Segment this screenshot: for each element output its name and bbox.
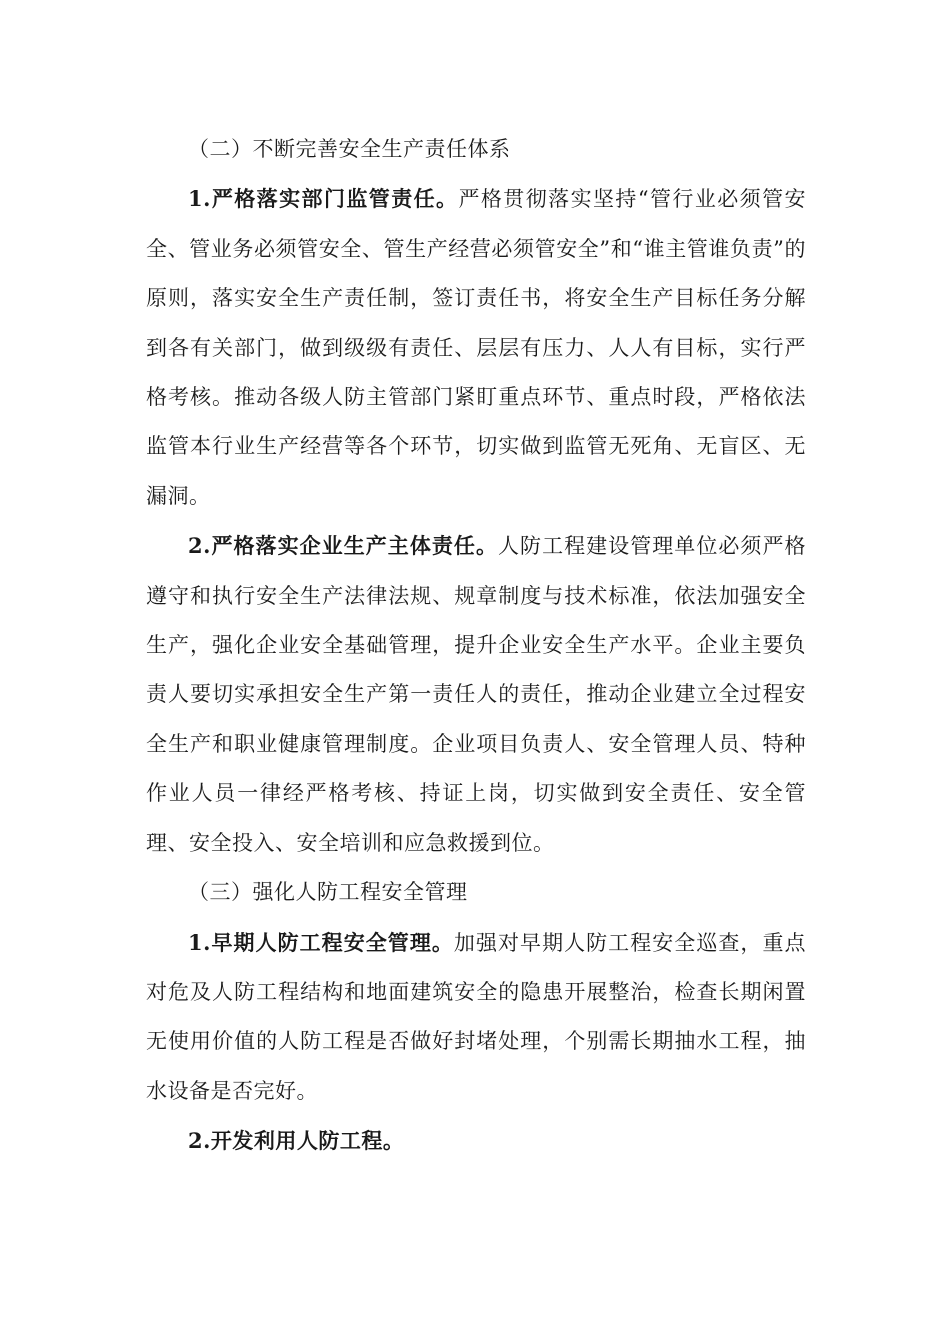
paragraph-2-2 (146, 521, 806, 868)
section-heading-3: （三）强化人防工程安全管理 (188, 880, 468, 905)
paragraph-lead: 2.严格落实企业生产主体责任。 (188, 533, 498, 559)
paragraph-lead: 1.早期人防工程安全管理。 (188, 929, 454, 955)
paragraph-2-1 (146, 174, 806, 521)
paragraph-lead: 2.开发利用人防工程。 (188, 1128, 405, 1154)
section-heading-2: （二）不断完善安全生产责任体系 (188, 137, 511, 161)
paragraph-body: 加强对早期人防工程安全巡查，重点对危及人防工程结构和地面建筑安全的隐患开展整治，检查长期闲置无使用价值的人防工程是否做好封堵处理，个别需长期抽水工程，抽水设备是否完好。 (146, 930, 807, 1103)
document-body (146, 125, 806, 1167)
paragraph-3-1 (146, 918, 806, 1117)
paragraph-body: 人防工程建设管理单位必须严格遵守和执行安全生产法律法规、规章制度与技术标准，依法加强安全生产，强化企业安全基础管理，提升企业安全生产水平。企业主要负责人要切实承担安全生产第一责任人的责任，推动企业建立全过程安全生产和职业健康管理制度。企业项目负责人、安全管理人员、特种作业人员一律经严格考核、持证上岗，切实做到安全责任、安全管理、安全投入、安全培训和应急救援到位。 (146, 534, 807, 855)
paragraph-3-2 (146, 1116, 806, 1166)
paragraph-body: 严格贯彻落实坚持“管行业必须管安全、管业务必须管安全、管生产经营必须管安全”和“谁主管谁负责”的原则，落实安全生产责任制，签订责任书，将安全生产目标任务分解到各有关部门，做到级级有责任、层层有压力、人人有目标，实行严格考核。推动各级人防主管部门紧盯重点环节、重点时段，严格依法监管本行业生产经营等各个环节，切实做到监管无死角、无盲区、无漏洞。 (146, 187, 806, 508)
paragraph-lead: 1.严格落实部门监管责任。 (188, 186, 459, 212)
